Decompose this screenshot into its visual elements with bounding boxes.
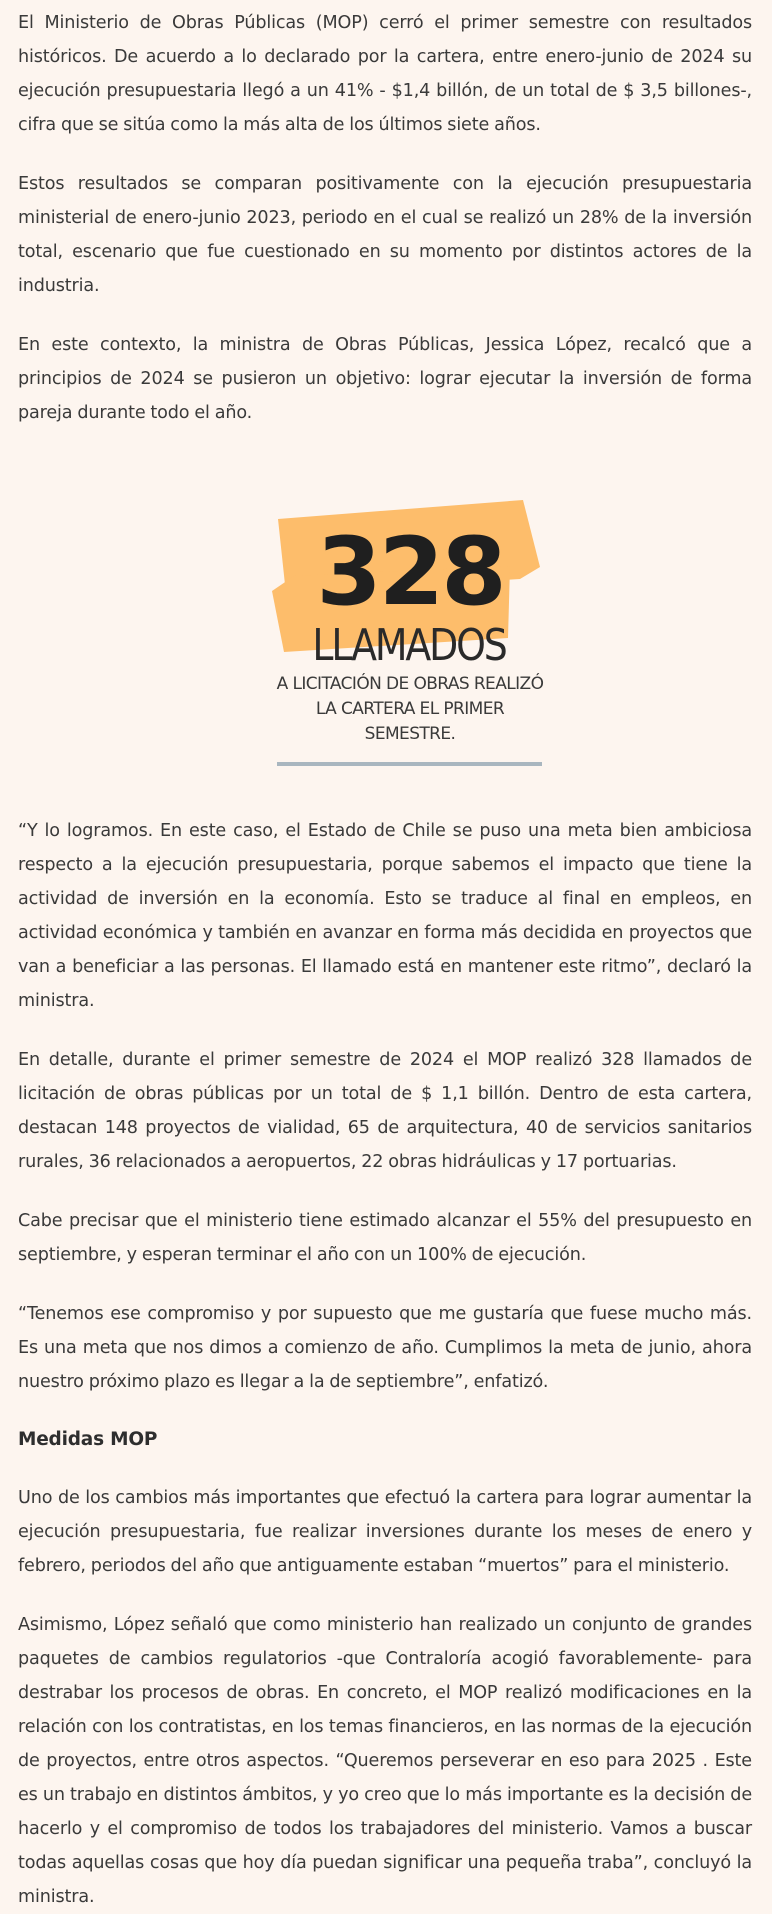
paragraph-regulatory-changes: Asimismo, López señaló que como ministerio han realizado un conjunto de grandes paquetes de cambios regulatorios -que Contraloría acogió favorablemente- para destrabar los procesos de obras. En concreto, el MOP realizó modificaciones en la relación con los contratistas, en los temas financieros, en las normas de la ejecución de proyectos, entre otros aspectos. “Queremos perseverar en eso para 2025 . Este es un trabajo en distintos ámbitos, y yo creo que lo más importante es la decisión de hacerlo y el compromiso de todos los trabajadores del ministerio. Vamos a buscar todas aquellas cosas que hoy día puedan significar una pequeña traba”, concluyó la ministra.: [18, 1615, 752, 1907]
article-body: [18, 0, 752, 1914]
paragraph-quote-minister: “Y lo logramos. En este caso, el Estado de Chile se puso una meta bien ambiciosa respecto a la ejecución presupuestaria, porque sabemos el impacto que tiene la actividad de inversión en la economía. Esto se traduce al final en empleos, en actividad económica y también en avanzar en forma más decidida en proyectos que van a beneficiar a las personas. El llamado está en mantener este ritmo”, declaró la ministra.: [18, 821, 752, 1011]
paragraph-intro: El Ministerio de Obras Públicas (MOP) cerró el primer semestre con resultados históricos. De acuerdo a lo declarado por la cartera, entre enero-junio de 2024 su ejecución presupuestaria llegó a un 41% - $1,4 billón, de un total de $ 3,5 billones-, cifra que se sitúa como la más alta de los últimos siete años.: [18, 13, 752, 135]
paragraph-investment-months: Uno de los cambios más importantes que efectuó la cartera para lograr aumentar la ejecución presupuestaria, fue realizar inversiones durante los meses de enero y febrero, periodos del año que antiguamente estaban “muertos” para el ministerio.: [18, 1488, 752, 1576]
paragraph-comparison: Estos resultados se comparan positivamente con la ejecución presupuestaria ministerial de enero-junio 2023, periodo en el cual se realizó un 28% de la inversión total, escenario que fue cuestionado en su momento por distintos actores de la industria.: [18, 174, 752, 296]
stat-word: LLAMADOS: [312, 620, 506, 671]
stat-number: 328: [316, 518, 504, 627]
paragraph-details: En detalle, durante el primer semestre de 2024 el MOP realizó 328 llamados de licitación de obras públicas por un total de $ 1,1 billón. Dentro de esta cartera, destacan 148 proyectos de vialidad, 65 de arquitectura, 40 de servicios sanitarios rurales, 36 relacionados a aeropuertos, 22 obras hidráulicas y 17 portuarias.: [18, 1050, 752, 1172]
paragraph-september-goal: Cabe precisar que el ministerio tiene estimado alcanzar el 55% del presupuesto en septiembre, y esperan terminar el año con un 100% de ejecución.: [18, 1211, 752, 1265]
paragraph-context: En este contexto, la ministra de Obras Públicas, Jessica López, recalcó que a principios de 2024 se pusieron un objetivo: lograr ejecutar la inversión de forma pareja durante todo el año.: [18, 335, 752, 423]
stat-infographic: [0, 464, 772, 774]
divider-rule: [277, 762, 542, 766]
section-heading: Medidas MOP: [18, 1429, 158, 1450]
stat-caption: A LICITACIÓN DE OBRAS REALIZÓ LA CARTERA EL PRIMER SEMESTRE.: [276, 674, 544, 744]
paragraph-commitment-quote: “Tenemos ese compromiso y por supuesto que me gustaría que fuese mucho más. Es una meta que nos dimos a comienzo de año. Cumplimos la meta de junio, ahora nuestro próximo plazo es llegar a la de septiembre”, enfatizó.: [18, 1304, 752, 1392]
